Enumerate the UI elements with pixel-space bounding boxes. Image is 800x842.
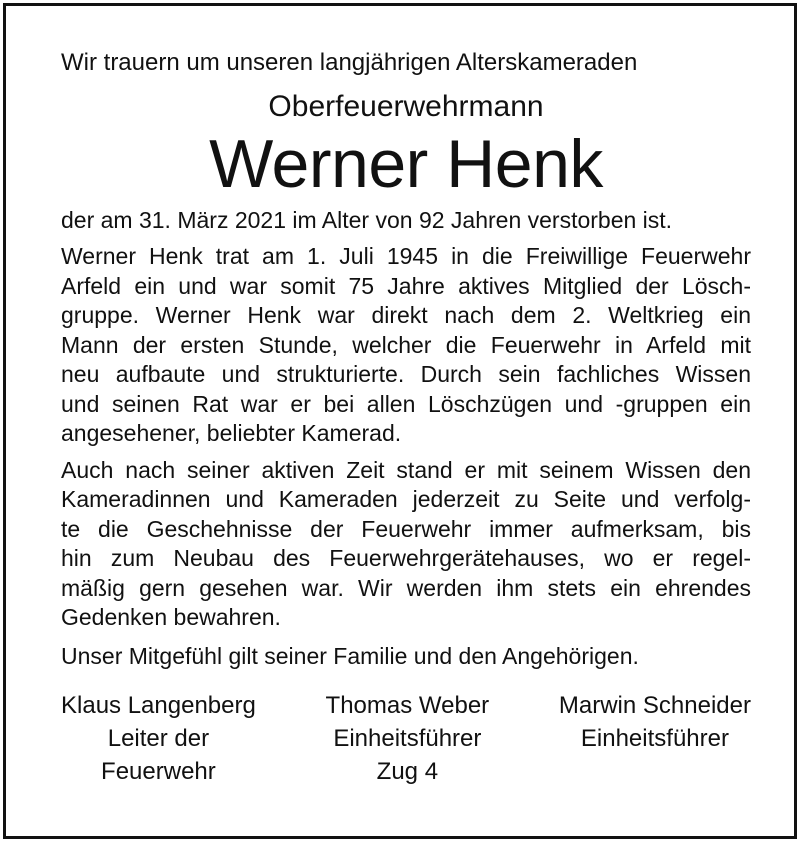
text-line: te die Geschehnisse der Feuerwehr immer aufmerksam, bis: [61, 515, 751, 542]
sympathy-line: Unser Mitgefühl gilt seiner Familie und den Angehörigen.: [61, 642, 639, 669]
signer-role: Einheitsführer: [333, 724, 482, 752]
text-line: hin zum Neubau des Feuerwehrgerätehauses, wo er regel-: [61, 545, 751, 571]
text-line: neu aufbaute und strukturierte. Durch sein fachliches Wissen: [61, 361, 751, 387]
text-line: Arfeld ein und war somit 75 Jahre aktives Mitglied der Lösch-: [61, 272, 751, 299]
obituary-content: [61, 6, 751, 788]
intro-line: Wir trauern um unseren langjährigen Alterskameraden: [61, 49, 638, 76]
signer-role: Einheitsführer: [580, 724, 729, 752]
signer-name: Marwin Schneider: [558, 691, 751, 719]
signer-schneider: [559, 689, 751, 788]
rank-title: Oberfeuerwehrmann: [268, 90, 544, 123]
signers-row: [61, 689, 751, 788]
text-line: Mann der ersten Stunde, welcher die Feuerwehr in Arfeld mit: [61, 331, 751, 358]
signer-name: Thomas Weber: [325, 691, 490, 719]
text-line: angesehener, beliebter Kamerad.: [61, 420, 402, 446]
text-line: gruppe. Werner Henk war direkt nach dem 2. Weltkrieg ein: [61, 302, 751, 328]
text-line: Gedenken bewahren.: [61, 604, 281, 630]
text-line: und seinen Rat war er bei allen Löschzügen und -gruppen ein: [61, 390, 751, 417]
text-line: Kameradinnen und Kameraden jederzeit zu Seite und verfolg-: [61, 486, 751, 512]
signer-role: Feuerwehr: [101, 757, 216, 785]
paragraph-later-years: [61, 456, 751, 633]
signer-role: Zug 4: [376, 757, 439, 785]
signer-role: Leiter der: [107, 724, 210, 752]
signer-weber: [326, 689, 490, 788]
text-line: Auch nach seiner aktiven Zeit stand er mit seinem Wissen den: [61, 456, 751, 483]
paragraph-history: [61, 242, 751, 449]
death-line: der am 31. März 2021 im Alter von 92 Jahren verstorben ist.: [61, 207, 673, 233]
text-line: mäßig gern gesehen war. Wir werden ihm stets ein ehrendes: [61, 574, 751, 601]
text-line: Werner Henk trat am 1. Juli 1945 in die Freiwillige Feuerwehr: [61, 243, 751, 269]
signer-langenberg: [61, 689, 256, 788]
obituary-frame: [3, 3, 797, 839]
signer-name: Klaus Langenberg: [61, 691, 256, 719]
deceased-name: Werner Henk: [209, 126, 603, 202]
